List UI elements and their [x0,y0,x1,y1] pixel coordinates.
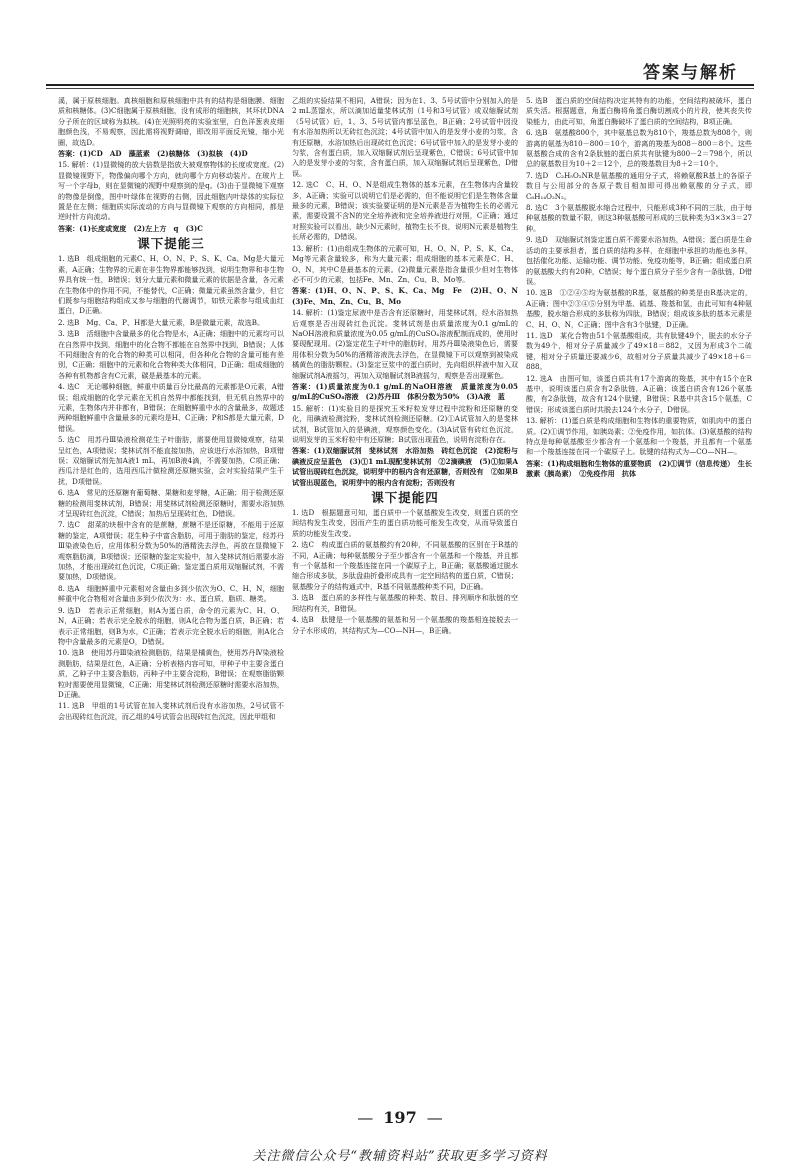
paragraph: 5. 选B 蛋白质的空间结构决定其特有的功能，空间结构被破坏，蛋白质失活。根据题意，角蛋白酶将角蛋白酶切割成小的片段，使其丧失传染能力，由此可知，角蛋白酶破坏了蛋白质的空间结构，B项正确。 [526,96,752,126]
paragraph: 3. 选B 活细胞中含量最多的化合物是水，A正确；细胞中的元素均可以在自然界中找到，细胞中的化合物不都能在自然界中找到，B错误；人体不同细胞含有的化合物的种类可以相同，但各种化合物的含量可能有差别，C正确；细胞中的元素和化合物种类大体相同，D正确；组成细胞的各种有机物都含有C元素，碳是最基本的元素。 [58,329,284,380]
column-2 [292,96,526,1101]
paragraph: 4. 选C 无论哪种细胞，鲜重中质量百分比最高的元素都是O元素，A错误；组成细胞的化学元素在无机自然界中都能找到，但无机自然界中的元素，生物体内并非都有，B错误；在细胞鲜重中水的含量最多，故题述两种细胞鲜重中含量最多的元素均是H、C正确；P和S都是大量元素，D错误。 [58,382,284,433]
paragraph: 12. 选A 由图可知，该蛋白质共有17个游离的羧基，其中有15个在R基中，说明该蛋白质含有2条肽链，A正确；该蛋白质含有126个氨基酸，有2条肽链，故含有124个肽键，B错误；R基中共含15个氨基，C错误；形成该蛋白质时共脱去124个水分子，D错误。 [526,373,752,414]
paragraph: 6. 选B 氨基酸800个，其中氨基总数为810个，羧基总数为808个，则游离的氨基为810－800＝10个，游离的羧基为808－800＝8个。这些氨基酸合成的含有2条肽链的蛋白质共有肽键为800－2＝798个，所以总的氨基数目为10＋2＝12个，总的羧基数目为8＋2＝10个。 [526,128,752,169]
footer-notice: 关注微信公众号“教辅资料站”获取更多学习资料 [252,1149,548,1164]
paragraph: 13. 解析：(1)由组成生物体的元素可知，H、O、N、P、S、K、Ca、Mg等元素含量较多，称为大量元素；组成细胞的基本元素是C、H、O、N，其中C是最基本的元素。(2)微量元素是指含量很少但对生物体必不可少的元素，包括Fe、Mn、Zn、Cu、B、Mo等。 [292,243,518,284]
paragraph: 4. 选B 肽键是一个氨基酸的氨基和另一个氨基酸的羧基相连接脱去一分子水形成的，其结构式为—CO—NH—，B正确。 [292,615,518,635]
header-title: 答案与解析 [643,63,738,83]
paragraph: 1. 选D 根据题意可知，蛋白质中一个氨基酸发生改变，则蛋白质的空间结构发生改变，因而产生的蛋白质功能可能发生改变，从而导致蛋白质的功能发生改变。 [292,508,518,538]
answer-paragraph: 答案：(1)构成细胞和生物体的重要物质 (2)①调节（信息传递） 生长激素（胰岛素） ②免疫作用 抗体 [526,458,752,479]
page-number-row [0,1108,800,1127]
text-columns [58,96,752,1101]
answer-paragraph: 答案：(1)双缩脲试剂 斐林试剂 水浴加热 砖红色沉淀 (2)淀粉与碘液反应呈蓝色 (3)①1 mL现配斐林试剂 ②2滴碘液 (5)①如果A试管出现砖红色沉淀，说明芽中的根内含有还原糖，否则没有 ②如果B试管出现蓝色，说明芽中的根内含有淀粉；否则没有 [292,446,518,487]
paragraph: 11. 选D 某化合物由51个氨基酸组成，共有肽键49个，脱去的水分子数为49个，相对分子质量减少了49×18＝882，又因为形成3个二硫键，相对分子质量还要减少6，故相对分子质量共减少了49×18＋6＝888。 [526,330,752,372]
section-heading: 课下提能三 [137,236,205,252]
answer-paragraph: 答案：(1)质量浓度为0.1 g/mL的NaOH溶液 质量浓度为0.05 g/mL的CuSO₄溶液 (2)苏丹Ⅲ 体积分数为50% (3)A液 蓝 [292,381,518,402]
paragraph: 9. 选D 双缩脲试剂鉴定蛋白质不需要水浴加热，A错误；蛋白质是生命活动的主要承担者，蛋白质的结构多样，在细胞中承担的功能也多样，包括催化功能、运输功能、调节功能、免疫功能等，B正确；组成蛋白质的氨基酸大约有20种，C错误；每个蛋白质分子至少含有一条肽链，D错误。 [526,235,752,286]
paragraph: 5. 选C 用苏丹Ⅲ染液检测花生子叶脂肪，需要使用显微镜观察，结果呈红色，A项错误；斐林试剂不能直接加热，应该进行水浴加热，B项错误；双缩脲试剂先加A液1 mL，再加B液4滴，不需要加热，C项正确；西瓜汁是红色的，选用西瓜汁做检测还原糖实验，会对实验结果产生干扰，D项错误。 [58,435,284,486]
page-number: 197 [383,1108,417,1127]
paragraph: 8. 选A 细胞鲜重中元素相对含量由多到少依次为O、C、H、N，细胞鲜重中化合物相对含量由多到少依次为：水、蛋白质、脂质、糖类。 [58,583,284,604]
answer-paragraph: 答案：(1)H、O、N、P、S、K、Ca、Mg Fe (2)H、O、N (3)Fe、Mn、Zn、Cu、B、Mo [292,286,526,306]
paragraph: 10. 选B ①②④⑤均为氨基酸的R基，氨基酸的种类是由R基决定的，A正确；图中②③④⑤分别为甲基、硫基、羧基和氢，由此可知有4种氨基酸，脱水缩合形成的多肽称为四肽，B错误；组成该多肽的基本元素是C、H、O、N，C正确；图中含有3个肽键，D正确。 [526,288,752,329]
paragraph: 溪，属于原核细胞。真核细胞和原核细胞中共有的结构是细胞膜、细胞质和核糖体。(3)C细胞属于原核细胞，没有成形的细胞核，其环状DNA分子所在的区域称为拟核。(4)在光照明亮的实验室里，白色洋葱表皮细胞颜色浅，不易观察，因此需将视野调暗，即改用平面反光镜，缩小光圈，故选D。 [58,96,284,147]
paragraph: 11. 选B 甲组的1号试管在加入斐林试剂后没有水浴加热，2号试管不会出现砖红色沉淀，而乙组的4号试管会出现砖红色沉淀，因此甲组和 [58,701,284,721]
column-1 [58,96,284,1101]
paragraph: 乙组的实验结果不相同，A错误；因为在1、3、5号试管中分别加入的是2 mL蒸馏水，所以滴加适量斐林试剂（1号和3号试管）或双缩脲试剂（5号试管）后，1、3、5号试管内都呈蓝色，B正确；2号试管中因没有水浴加热所以无砖红色沉淀；4号试管中加入的是发芽小麦的匀浆，含有还原糖，水浴加热后出现砖红色沉淀；6号试管中加入的是发芽小麦的匀浆，含有蛋白质，加入双缩脲试剂后呈现紫色，C错误；6号试管中加入的是发芽小麦的匀浆，含有蛋白质，加入双缩脲试剂后呈现紫色，D错误。 [292,96,518,178]
answer-paragraph: 答案：(1)长度或宽度 (2)左上方 q (3)C [58,223,203,233]
paragraph: 13. 解析：(1)蛋白质是构成细胞和生物体的重要物质，如肌肉中的蛋白质。(2)①调节作用，如胰岛素；②免疫作用，如抗体。(3)氨基酸的结构特点是每种氨基酸至少都含有一个氨基和一个羧基，并且都有一个氨基和一个羧基连接在同一个碳原子上。肽键的结构式为—CO—NH—。 [526,416,752,457]
paragraph: 1. 选B 组成细胞的元素C、H、O、N、P、S、K、Ca、Mg是大量元素，A正确；生物界的元素在非生物界都能够找到，说明生物界和非生物界具有统一性，B错误；划分大量元素和微量元素的依据是含量，各元素在生物体中的作用不同，不能替代，C正确；微量元素虽然含量少，但它们既参与细胞结构组成又参与细胞的代谢调节，如铁元素参与组成血红蛋白，D正确。 [58,254,284,316]
paragraph: 2. 选B Mg、Ca、P、H都是大量元素，B是微量元素，故选B。 [58,317,265,327]
paragraph: 15. 解析：(1)实验目的是探究玉米籽粒发芽过程中淀粉和还原糖的变化，用碘液检测淀粉，斐林试剂检测还原糖。(2)①A试管加入的是斐林试剂，B试管加入的是碘液，观察颜色变化。(3)A试管有砖红色沉淀，说明发芽的玉米籽粒中有还原糖；B试管出现蓝色，说明有淀粉存在。 [292,403,518,444]
paragraph: 15. 解析：(1)显微镜的放大倍数是指放大被观察物体的长度或宽度。(2)显微镜视野下，物像偏向哪个方向，就向哪个方向移动装片。在玻片上写一个字母b，则在显微镜的视野中观察到的是q。(3)由于显微镜下观察的物像是倒像，图中叶绿体在视野的右侧，因此细胞内叶绿体的实际位置是在左侧；细胞质实际流动的方向与显微镜下观察的方向相同，都是逆时针方向流动。 [58,160,284,222]
column-3 [526,96,752,1101]
paragraph: 7. 选C 甜菜的块根中含有的是蔗糖，蔗糖不是还原糖，不能用于还原糖的鉴定，A项错误；花生种子中富含脂肪，可用于脂肪的鉴定，经苏丹Ⅲ染液染色后，应用体积分数为50%的酒精洗去浮色，再放在显微镜下观察脂肪滴，B项错误；还原糖的鉴定实验中，加入斐林试剂后需要水浴加热，才能出现砖红色沉淀，C项正确；鉴定蛋白质用双缩脲试剂，不需要加热，D项错误。 [58,520,284,582]
paragraph: 14. 解析：(1)鉴定尿液中是否含有还原糖时，用斐林试剂，经水浴加热后观察是否出现砖红色沉淀。斐林试剂是由质量浓度为0.1 g/mL的NaOH溶液和质量浓度为0.05 g/mL的CuSO₄溶液配制而成的，使用时要现配现用。(2)鉴定花生子叶中的脂肪时，用苏丹Ⅲ染液染色后，需要用体积分数为50%的酒精溶液洗去浮色，在显微镜下可以观察到被染成橘黄色的脂肪颗粒。(3)鉴定豆浆中的蛋白质时，先向组织样液中加入双缩脲试剂A液摇匀，再加入双缩脲试剂B液摇匀，观察是否出现紫色。 [292,308,518,380]
answer-paragraph: 答案：(1)CD AD 藻蓝素 (2)核糖体 (3)拟核 (4)D [58,149,248,159]
paragraph: 6. 选A 常见的还原糖有葡萄糖、果糖和麦芽糖，A正确；用于检测还原糖的检测用斐林试剂，B错误；用斐林试剂检测还原糖时，需要水浴加热才呈现砖红色沉淀，C错误；加热后呈现砖红色，D错误。 [58,488,284,519]
header-rule [46,84,754,86]
section-heading: 课下提能四 [371,490,439,506]
dash-left: — [357,1108,374,1127]
paragraph: 8. 选C 3个氨基酸脱水缩合过程中，只能形成3种不同的三肽，由于每种氨基酸的数量不限，则这3种氨基酸可形成的三肽种类为3×3×3＝27种。 [526,203,752,233]
paragraph: 3. 选B 蛋白质的多样性与氨基酸的种类、数目、排列顺序和肽链的空间结构有关，B错误。 [292,593,518,613]
paragraph: 10. 选B 使用苏丹Ⅲ染液检测脂肪，结果是橘黄色，使用苏丹Ⅳ染液检测脂肪，结果是红色，A正确；分析表格内容可知，甲种子中主要含蛋白质，乙种子中主要含脂肪，丙种子中主要含淀粉，B错误；在观察脂肪颗粒时需要使用显微镜，C正确；用斐林试剂检测还原糖时需要水浴加热，D正确。 [58,648,284,699]
header-rule-thin [46,88,754,89]
paragraph: 7. 选D C₂H₅O₂NR是氨基酸的通用分子式，将赖氨酸R基上的各原子数目与公用部分的各原子数目相加即可得出赖氨酸的分子式，即C₆H₁₄O₂N₂。 [526,170,752,201]
page-header [0,0,800,90]
dash-right: — [426,1108,443,1127]
paragraph: 12. 选C C、H、O、N是组成生物体的基本元素，在生物体内含量较多，A正确；实验可以说明它们是必需的，但不能说明它们是生物体含量最多的元素，B错误；该实验要证明的是N元素是否为植物生长的必需元素，需要设置不含N的完全培养液和完全培养液进行对照，C正确；通过对照实验可以看出，缺少N元素时，植物生长不良，说明N元素是植物生长所必需的，D错误。 [292,180,518,242]
paragraph: 9. 选D 若表示正常细胞，则A为蛋白质，命令的元素为C、H、O、N，A正确；若表示完全脱水的细胞，则A化合物为蛋白质，B正确；若表示正常细胞，则B为水，C正确；若表示完全脱水后的细胞，则A化合物中含量最多的元素是O，D错误。 [58,605,284,646]
paragraph: 2. 选C 构成蛋白质的氨基酸约有20种，不同氨基酸的区别在于R基的不同，A正确；每种氨基酸分子至少都含有一个氨基和一个羧基，并且都有一个氨基和一个羧基连接在同一个碳原子上，B正确；氨基酸通过脱水缩合形成多肽，多肽盘曲折叠形成具有一定空间结构的蛋白质，C错误；氨基酸分子的结构通式中，R基不同氨基酸种类不同，D正确。 [292,540,518,591]
